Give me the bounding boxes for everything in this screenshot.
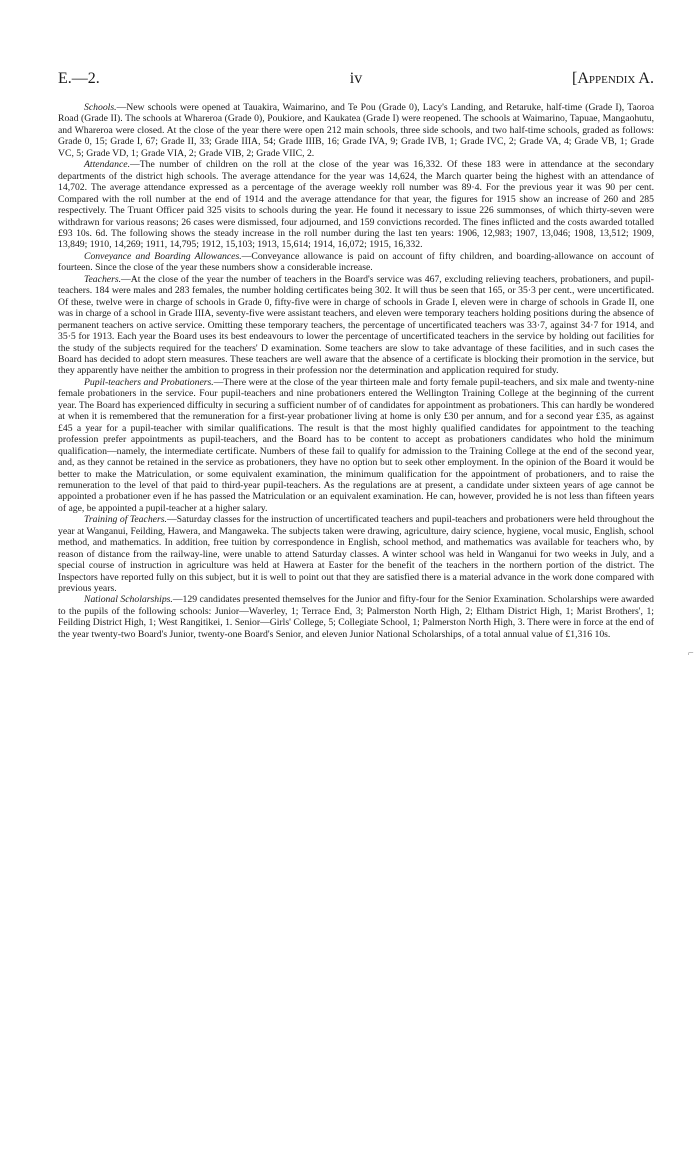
paragraph-text: —There were at the close of the year thirteen male and forty female pupil-teachers, and six male and twenty-nine female probationers in the service. Four pupil-teachers and nine probationers entered the Wellington Training College at the beginning of the current year. The Board has experienced difficulty in securing a sufficient number of of candidates for appointment as probationers. This can hardly be wondered at when it is remembered that the remuneration for a first-year probationer living at home is only £30 per annum, and for a second year £35, as against £45 a year for a pupil-teacher with similar qualifications. The result is that the most highly qualified candidates for appointment to the teaching profession prefer appointments as pupil-teachers, and the Board has to be content to accept as probationers candidates who hold the minimum qualification—namely, the intermediate certificate. Numbers of these fail to qualify for admission to the Training College at the end of the second year, and, as they cannot be retained in the service as probationers, they have no option but to seek other employment. In the opinion of the Board it would be better to make the Matriculation, or some equivalent examination, the minimum qualification for the appointment of probationers, and to raise the remuneration to the level of that paid to third-year pupil-teachers. As the regulations are at present, a candidate under sixteen years of age cannot be appointed a probationer even if he has passed the Matriculation or an equivalent examination. He can, however, provided he is not less than fifteen years of age, be appointed a pupil-teacher at a higher salary.	[58, 376, 654, 514]
paragraph-heading: Pupil-teachers and Probationers.	[84, 376, 214, 388]
paragraph-attendance	[58, 159, 654, 251]
paragraph-heading: Training of Teachers.	[84, 514, 167, 526]
paragraph-heading: Schools.	[84, 102, 117, 113]
paragraph-text: —The number of children on the roll at the close of the year was 16,332. Of these 183 were in attendance at the secondary departments of the district high schools. The average attendance for the year was 14,624, the March quarter being the highest with an attendance of 14,702. The average attendance expressed as a percentage of the average weekly roll number was 89·4. For the previous year it was 90 per cent. Compared with the roll number at the end of 1914 and the average attendance for that year, the figures for 1915 show an increase of 260 and 285 respectively. The Truant Officer paid 325 visits to schools during the year. He found it necessary to issue 226 summonses, of which thirty-seven were withdrawn for various reasons; 26 cases were dismissed, four adjourned, and 159 convictions recorded. The fines inflicted and the costs awarded totalled £93 10s. 6d. The following shows the steady increase in the roll number during the last ten years: 1906, 12,983; 1907, 13,046; 1908, 13,512; 1909, 13,849; 1910, 14,269; 1911, 14,795; 1912, 15,103; 1913, 15,614; 1914, 16,072; 1915, 16,332.	[58, 159, 654, 251]
paragraph-teachers	[58, 274, 654, 377]
paragraph-schools	[58, 102, 654, 159]
paragraph-text: —129 candidates presented themselves for the Junior and fifty-four for the Senior Examination. Scholarships were awarded to the pupils of the following schools: Junior—Waverley, 1; Terrace End, 3; Palmerston North High, 2; Eltham District High, 1; Marist Brothers', 1; Feilding District High, 1; West Rangitikei, 1. Senior—Girls' College, 5; Collegiate School, 1; Palmerston North High, 3. There were in force at the end of the year twenty-two Board's Junior, twenty-one Board's Senior, and eleven Junior National Scholarships, of a total annual value of £1,316 10s.	[58, 594, 654, 640]
page-header	[58, 70, 654, 94]
paragraph-conveyance	[58, 251, 654, 274]
paragraph-training	[58, 514, 654, 594]
paragraph-heading: Conveyance and Boarding Allowances.	[84, 250, 242, 262]
paragraph-heading: Attendance.	[84, 159, 130, 171]
paragraph-text: —New schools were opened at Tauakira, Waimarino, and Te Pou (Grade 0), Lacy's Landing, and Retaruke, half-time (Grade I), Taoroa Road (Grade II). The schools at Wharerоа (Grade 0), Poukiore, and Kaukatea (Grade I) were reopened. The schools at Waimarino, Tapuae, Mangaohutu, and Wharerоа were closed. At the close of the year there were open 212 main schools, three side schools, and two half-time schools, graded as follows: Grade 0, 15; Grade I, 67; Grade II, 33; Grade IIIA, 54; Grade IIIB, 16; Grade IVA, 9; Grade IVB, 1; Grade IVC, 2; Grade VA, 4; Grade VB, 1; Grade VC, 5; Grade VD, 1; Grade VIA, 2; Grade VIB, 2; Grade VIIC, 2.	[58, 102, 654, 159]
paragraph-heading: National Scholarships.	[84, 594, 173, 606]
page-number: iv	[349, 70, 363, 87]
paragraph-text: —Saturday classes for the instruction of uncertificated teachers and pupil-teachers and probationers were held throughout the year at Wanganui, Feilding, Hawera, and Mangaweka. The subjects taken were drawing, agriculture, dairy science, hygiene, vocal music, English, school method, and mathematics. In addition, free tuition by correspondence in English, school method, and mathematics was available for teachers who, by reason of distance from the railway-line, were unable to attend Saturday classes. A winter school was held in Wanganui for two weeks in July, and a special course of instruction in agriculture was held at Hawera at Easter for the benefit of the teachers in the northern portion of the district. The Inspectors have reported fully on this subject, but it is well to point out that they are satisfied there is a material advance in the work done compared with previous years.	[58, 514, 654, 595]
paragraph-pupil-teachers	[58, 377, 654, 514]
paragraph-heading: Teachers.	[84, 273, 122, 285]
paragraph-text: —At the close of the year the number of teachers in the Board's service was 467, excluding relieving teachers, probationers, and pupil-teachers. 184 were males and 283 females, the number holding certificates being 302. It will thus be seen that 165, or 35·3 per cent., were uncertificated. Of these, twelve were in charge of schools in Grade 0, fifty-five were in charge of schools in Grade I, eleven were in charge of schools in Grade II, one was in charge of a school in Grade IIIA, seventy-five were assistant teachers, and eleven were temporary teachers holding positions during the absence of permanent teachers on active service. Omitting these temporary teachers, the percentage of uncertificated teachers was 33·7, against 34·7 for 1914, and 35·5 for 1913. Each year the Board uses its best endeavours to lower the percentage of uncertificated teachers in the service by holding out facilities for the study of the subjects required for the teachers' D examination. Some teachers are slow to take advantage of these facilities, and in such cases the Board has decided to adopt stern measures. These teachers are well aware that the absence of a certificate is blocking their promotion in the service, but they apparently have neither the ambition to progress in their profession nor the determination and application required for study.	[58, 273, 654, 377]
appendix-label: [Appendix A.	[571, 70, 654, 87]
margin-mark: ⌐	[688, 648, 694, 659]
document-reference: E.—2.	[58, 70, 100, 87]
paragraph-text: —Conveyance allowance is paid on account of fifty children, and boarding-allowance on account of fourteen. Since the close of the year these numbers show a considerable increase.	[58, 250, 654, 274]
paragraph-scholarships	[58, 594, 654, 640]
report-body	[58, 102, 654, 640]
